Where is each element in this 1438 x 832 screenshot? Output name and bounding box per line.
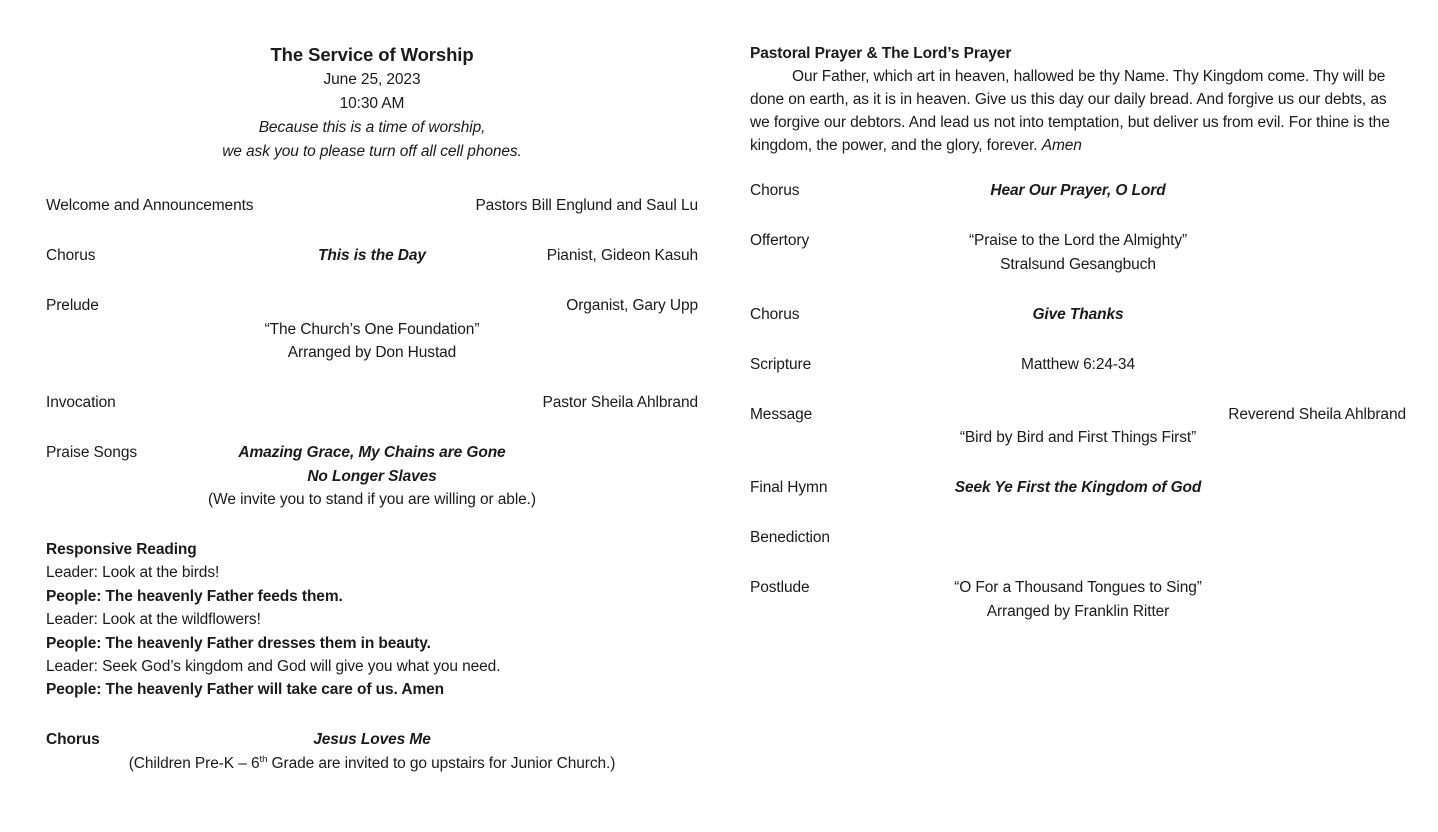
chorus-label: Chorus — [46, 731, 100, 749]
offertory-label: Offertory — [750, 232, 810, 249]
chorus-row-2 — [46, 728, 698, 752]
benediction-right — [1078, 526, 1406, 550]
final-hymn-label: Final Hymn — [750, 479, 828, 496]
offertory-right — [1187, 229, 1406, 253]
offertory-piece-title: “Praise to the Lord the Almighty” — [968, 232, 1188, 249]
final-hymn-title: Seek Ye First the Kingdom of God — [954, 479, 1202, 496]
junior-church-note-ordinal: th — [259, 753, 268, 765]
message-sermon-title: “Bird by Bird and First Things First” — [959, 429, 1197, 446]
postlude-arranger: Arranged by Franklin Ritter — [986, 602, 1170, 620]
prelude-person: Organist, Gary Upp — [566, 297, 698, 314]
junior-church-note — [46, 752, 698, 776]
benediction-row — [750, 526, 1406, 550]
service-header — [46, 42, 698, 164]
final-hymn-row — [750, 476, 1406, 500]
scripture-row — [750, 353, 1406, 377]
benediction-label: Benediction — [750, 529, 830, 546]
scripture-label: Scripture — [750, 355, 812, 373]
chorus-row-1 — [46, 244, 698, 268]
chorus-song-title: This is the Day — [318, 247, 426, 264]
offertory-block — [750, 229, 1406, 276]
cellphone-note-line1: Because this is a time of worship, — [258, 119, 486, 136]
prelude-label: Prelude — [46, 297, 99, 314]
welcome-person: Pastors Bill Englund and Saul Lu — [475, 197, 698, 214]
chorus-right — [1166, 179, 1406, 203]
invocation-person: Pastor Sheila Ahlbrand — [542, 394, 698, 411]
postlude-label: Postlude — [750, 579, 810, 596]
reading-line-people: People: The heavenly Father feeds them. — [46, 587, 343, 605]
prelude-block — [46, 294, 698, 365]
praise-songs-block — [46, 441, 698, 512]
chorus-song-title: Give Thanks — [1032, 305, 1124, 323]
message-row — [750, 403, 1406, 427]
lords-prayer-paragraph — [750, 65, 1406, 157]
reading-line-leader: Leader: Look at the wildflowers! — [46, 611, 261, 629]
chorus-right — [1124, 303, 1406, 327]
chorus-person: Pianist, Gideon Kasuh — [546, 247, 698, 264]
lords-prayer-amen: Amen — [1041, 137, 1082, 154]
chorus-right — [431, 728, 698, 752]
right-column — [750, 42, 1406, 775]
service-date: June 25, 2023 — [323, 71, 421, 88]
scripture-right — [1135, 353, 1406, 377]
chorus-row-1 — [750, 179, 1406, 203]
reading-line-leader: Leader: Seek God’s kingdom and God will give you what you need. — [46, 658, 501, 676]
postlude-right — [1202, 576, 1406, 600]
praise-song-title-2: No Longer Slaves — [307, 467, 437, 485]
chorus-label: Chorus — [750, 305, 800, 323]
postlude-row — [750, 576, 1406, 600]
scripture-reference: Matthew 6:24-34 — [1021, 355, 1135, 373]
chorus-row-2 — [750, 303, 1406, 327]
postlude-piece-title: “O For a Thousand Tongues to Sing” — [954, 579, 1202, 596]
praise-song-title-1: Amazing Grace, My Chains are Gone — [238, 444, 506, 461]
prelude-arranger: Arranged by Don Hustad — [287, 344, 457, 361]
chorus-label: Chorus — [750, 182, 800, 199]
invocation-label: Invocation — [46, 394, 116, 411]
invocation-row — [46, 391, 698, 415]
chorus-song-title: Jesus Loves Me — [313, 731, 431, 749]
service-title: The Service of Worship — [270, 44, 474, 65]
reading-line-people: People: The heavenly Father will take care of us. Amen — [46, 681, 445, 699]
praise-songs-label: Praise Songs — [46, 444, 137, 461]
service-time: 10:30 AM — [339, 95, 405, 112]
cellphone-note-line2: we ask you to please turn off all cell phones. — [222, 143, 522, 160]
prelude-piece-title: “The Church’s One Foundation” — [264, 320, 480, 338]
pastoral-prayer-heading: Pastoral Prayer & The Lord’s Prayer — [750, 45, 1012, 62]
offertory-row — [750, 229, 1406, 253]
junior-church-note-suffix: Grade are invited to go upstairs for Junior Church.) — [271, 754, 616, 772]
chorus-block-2 — [46, 728, 698, 775]
welcome-row — [46, 194, 698, 218]
lords-prayer-body: Our Father, which art in heaven, hallowed be thy Name. Thy Kingdom come. Thy will be done on earth, as it is in heaven. Give us this day our daily bread. And forgive us our debts, as we forgive our debtors. And lead us not into temptation, but deliver us from evil. For thine is the kingdom, the power, and the glory, forever. — [750, 68, 1390, 154]
junior-church-note-prefix: (Children Pre-K – 6 — [128, 754, 260, 772]
message-block — [750, 403, 1406, 450]
left-column — [46, 42, 698, 775]
prelude-row — [46, 294, 698, 318]
praise-songs-row — [46, 441, 698, 465]
chorus-label: Chorus — [46, 247, 96, 264]
final-hymn-right — [1201, 476, 1406, 500]
chorus-song-title: Hear Our Prayer, O Lord — [990, 182, 1166, 199]
postlude-block — [750, 576, 1406, 623]
responsive-reading-block — [46, 538, 698, 702]
message-label: Message — [750, 405, 813, 423]
message-person: Reverend Sheila Ahlbrand — [1228, 405, 1406, 423]
reading-line-people: People: The heavenly Father dresses them in beauty. — [46, 634, 431, 652]
responsive-reading-heading: Responsive Reading — [46, 541, 197, 558]
standing-note: (We invite you to stand if you are willing or able.) — [208, 491, 536, 508]
offertory-source: Stralsund Gesangbuch — [1000, 255, 1156, 273]
praise-songs-right — [506, 441, 698, 465]
reading-line-leader: Leader: Look at the birds! — [46, 564, 220, 582]
welcome-label: Welcome and Announcements — [46, 197, 254, 214]
